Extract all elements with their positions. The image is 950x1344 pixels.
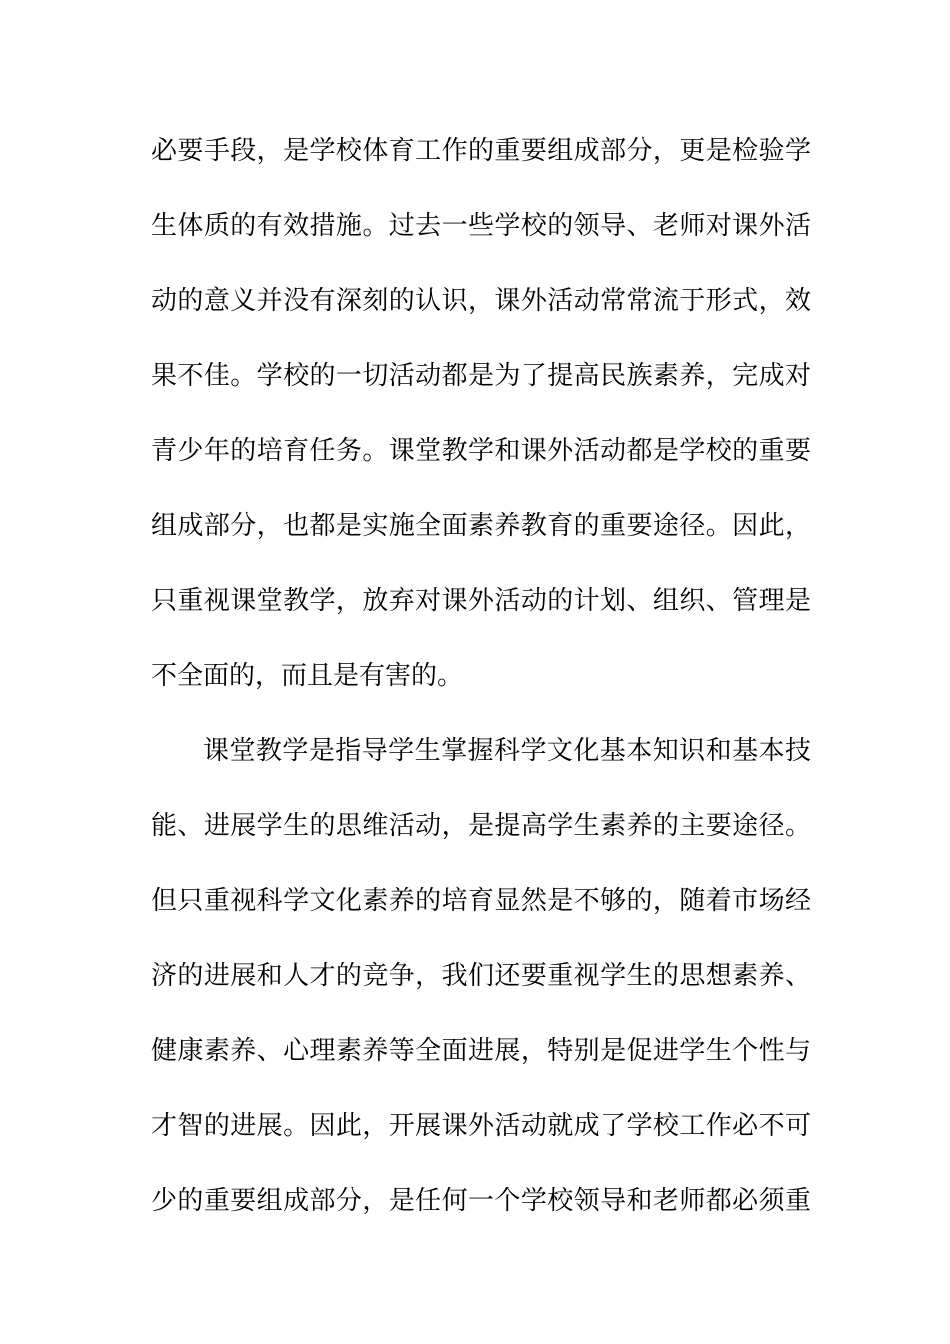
text-line: 只重视课堂教学，放弃对课外活动的计划、组织、管理是 xyxy=(151,586,811,616)
text-line: 不全面的，而且是有害的。 xyxy=(151,661,464,691)
text-line: 组成部分，也都是实施全面素养教育的重要途径。因此， xyxy=(151,511,811,541)
text-line: 但只重视科学文化素养的培育显然是不够的，随着市场经 xyxy=(151,886,811,916)
text-line: 动的意义并没有深刻的认识，课外活动常常流于形式，效 xyxy=(151,286,811,316)
text-line: 果不佳。学校的一切活动都是为了提高民族素养，完成对 xyxy=(151,361,811,391)
text-line: 少的重要组成部分，是任何一个学校领导和老师都必须重 xyxy=(151,1186,811,1216)
text-line: 课堂教学是指导学生掌握科学文化基本知识和基本技 xyxy=(203,736,811,766)
text-line: 生体质的有效措施。过去一些学校的领导、老师对课外活 xyxy=(151,211,811,241)
text-line: 才智的进展。因此，开展课外活动就成了学校工作必不可 xyxy=(151,1111,811,1141)
text-line: 健康素养、心理素养等全面进展，特别是促进学生个性与 xyxy=(151,1036,811,1066)
text-line: 能、进展学生的思维活动，是提高学生素养的主要途径。 xyxy=(151,811,811,841)
text-line: 必要手段，是学校体育工作的重要组成部分，更是检验学 xyxy=(151,136,811,166)
text-line: 济的进展和人才的竞争，我们还要重视学生的思想素养、 xyxy=(151,961,811,991)
text-line: 青少年的培育任务。课堂教学和课外活动都是学校的重要 xyxy=(151,436,811,466)
